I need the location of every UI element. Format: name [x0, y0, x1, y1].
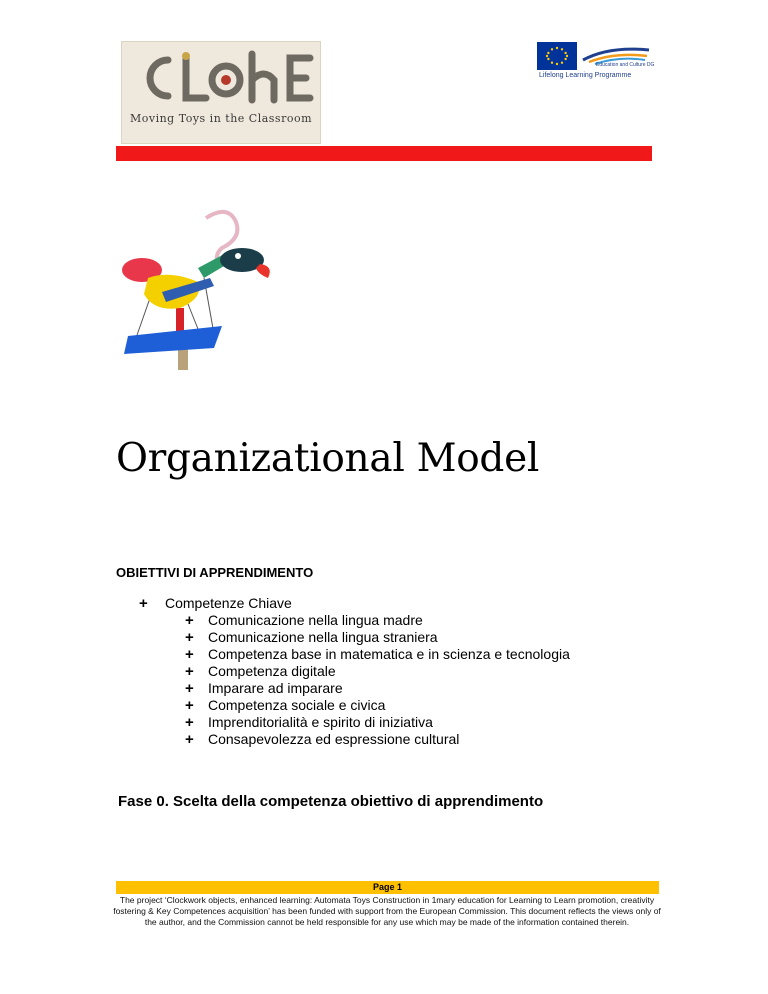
list-item — [185, 714, 570, 731]
logo-tagline: Moving Toys in the Classroom — [129, 112, 313, 125]
section-heading: OBIETTIVI DI APPRENDIMENTO — [116, 565, 314, 580]
list-item-label: Comunicazione nella lingua madre — [208, 612, 423, 628]
list-item-label: Competenza base in matematica e in scienza e tecnologia — [208, 646, 570, 662]
plus-icon: + — [185, 697, 194, 714]
list-item-level1 — [139, 595, 292, 612]
list-item-label: Competenza sociale e civica — [208, 697, 386, 713]
clohe-logo — [121, 41, 321, 144]
list-item-label: Imparare ad imparare — [208, 680, 343, 696]
header-accent-bar — [116, 146, 652, 161]
eu-logo — [537, 42, 655, 84]
footer-disclaimer: The project ‘Clockwork objects, enhanced learning: Automata Toys Construction in 1mary education for Learning to Learn promotion, creativity fostering & Key Competences acquisition’ has been funded with support from the European Commission. This document reflects the views only of the author, and the Commission cannot be held responsible for any use which may be made of the information contained therein. — [113, 895, 661, 927]
list-item-label: Competenze Chiave — [165, 595, 292, 611]
list-item — [185, 731, 570, 748]
list-item — [185, 629, 570, 646]
plus-icon: + — [185, 731, 194, 748]
plus-icon: + — [185, 612, 194, 629]
automata-bird-toy-icon — [118, 208, 278, 370]
plus-icon: + — [185, 663, 194, 680]
eu-flag-icon — [537, 42, 577, 70]
document-title: Organizational Model — [116, 436, 540, 481]
list-item — [185, 697, 570, 714]
plus-icon: + — [139, 595, 148, 612]
page-number: Page 1 — [372, 882, 403, 892]
list-item-label: Comunicazione nella lingua straniera — [208, 629, 438, 645]
list-item — [185, 663, 570, 680]
plus-icon: + — [185, 646, 194, 663]
footer-page-bar — [116, 881, 659, 894]
list-item — [185, 612, 570, 629]
list-item-label: Consapevolezza ed espressione cultural — [208, 731, 460, 747]
clohe-wordmark-icon — [128, 48, 316, 110]
competence-list — [185, 612, 570, 748]
list-item-label: Competenza digitale — [208, 663, 336, 679]
list-item-label: Imprenditorialità e spirito di iniziativa — [208, 714, 433, 730]
eu-dg-label: Education and Culture DG — [596, 62, 655, 68]
list-item — [185, 680, 570, 697]
eu-programme-label: Lifelong Learning Programme — [539, 72, 632, 79]
plus-icon: + — [185, 680, 194, 697]
list-item — [185, 646, 570, 663]
phase-heading: Fase 0. Scelta della competenza obiettivo di apprendimento — [118, 793, 544, 810]
plus-icon: + — [185, 629, 194, 646]
plus-icon: + — [185, 714, 194, 731]
